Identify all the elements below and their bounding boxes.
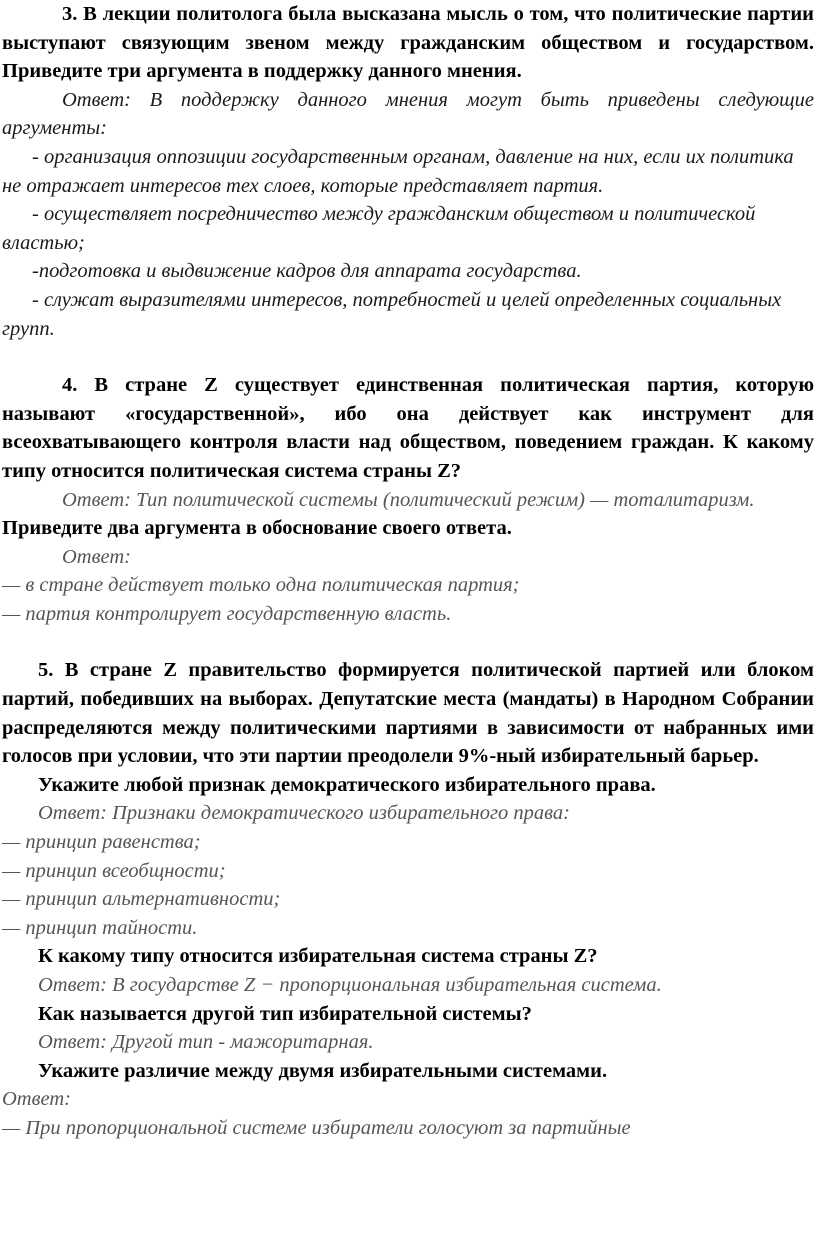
- q3-item-1: - организация оппозиции государственным органам, давление на них, если их политика не отражает интересов тех слоев, которые представляет партия.: [2, 145, 794, 197]
- q5-answer-1-intro: Ответ: Признаки демократического избирательного права:: [38, 802, 570, 825]
- q4-answer-2-label: Ответ:: [62, 545, 131, 568]
- q4-answer-1: Ответ: Тип политической системы (политический режим) — тоталитаризм.: [62, 488, 755, 511]
- q5-answer-2: Ответ: В государстве Z − пропорциональная избирательная система.: [38, 974, 662, 996]
- q4-question: 4. В стране Z существует единственная политическая партия, которую называют «государственной», ибо она действует как инструмент для всеохватывающего контроля власти над обществом, поведением граждан. К какому типу относится политическая система страны Z?: [2, 374, 814, 482]
- q5-sub-3: Как называется другой тип избирательной системы?: [38, 1002, 532, 1025]
- q5-answer-1-item-4: — принцип тайности.: [2, 916, 198, 939]
- q5-sub-4: Укажите различие между двумя избирательными системами.: [38, 1059, 608, 1082]
- q3-item-2: - осуществляет посредничество между гражданским обществом и политической властью;: [2, 203, 756, 254]
- q5-question: 5. В стране Z правительство формируется политической партией или блоком партий, победивших на выборах. Депутатские места (мандаты) в Народном Собрании распределяются между политическими партиями в зависимости от набранных ими голосов при условии, что эти партии преодолели 9%-ный избирательный барьер.: [2, 659, 814, 768]
- q5-answer-1-item-3: — принцип альтернативности;: [2, 888, 281, 911]
- q5-answer-4-label: Ответ:: [2, 1088, 71, 1111]
- q5-answer-1-item-1: — принцип равенства;: [2, 831, 201, 854]
- q3-item-4: - служат выразителями интересов, потребностей и целей определенных социальных групп.: [2, 288, 782, 340]
- q5-answer-1-item-2: — принцип всеобщности;: [2, 859, 226, 882]
- q3-question: 3. В лекции политолога была высказана мысль о том, что политические партии выступают связующим звеном между гражданским обществом и государством. Приведите три аргумента в поддержку данного мнения.: [2, 3, 814, 83]
- q5-sub-1: Укажите любой признак демократического избирательного права.: [38, 773, 656, 796]
- q4-sub-question: Приведите два аргумента в обоснование своего ответа.: [2, 517, 512, 540]
- q3-answer-intro: Ответ: В поддержку данного мнения могут быть приведены следующие аргументы:: [2, 88, 814, 140]
- q5-answer-4-line: — При пропорциональной системе избиратели голосуют за партийные: [2, 1116, 631, 1139]
- q3-item-3: -подготовка и выдвижение кадров для аппарата государства.: [32, 260, 582, 283]
- q4-answer-2-item-2: — партия контролирует государственную власть.: [2, 602, 452, 625]
- q5-answer-3: Ответ: Другой тип - мажоритарная.: [38, 1031, 374, 1054]
- q5-sub-2: К какому типу относится избирательная система страны Z?: [38, 945, 598, 968]
- q4-answer-2-item-1: — в стране действует только одна политическая партия;: [2, 574, 520, 597]
